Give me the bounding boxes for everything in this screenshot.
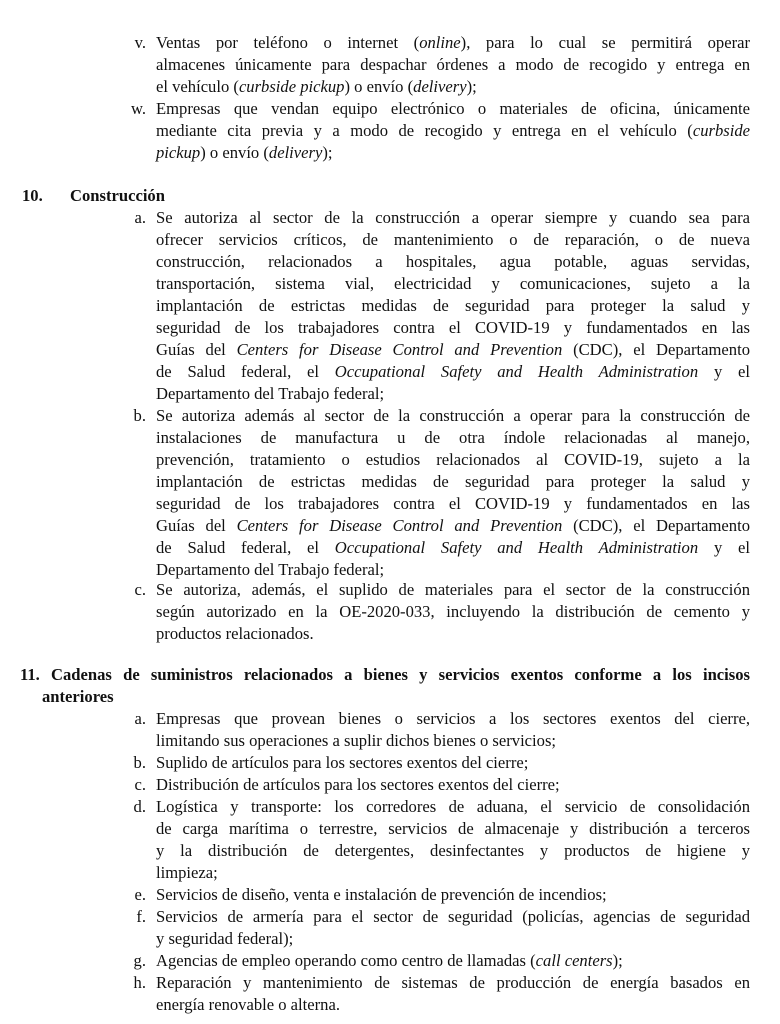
text-line: productos relacionados. [156, 624, 314, 643]
text-line: implantación de estrictas medidas de seguridad para proteger la salud y [156, 472, 750, 491]
italic-term: Occupational Safety and Health Administration [334, 362, 699, 381]
text-line: limpieza; [156, 863, 218, 882]
text-line: de carga marítima o terrestre, servicios de almacenaje y distribución a terceros [156, 819, 750, 838]
text-line: de Salud federal, el Occupational Safety and Health Administration y el [156, 362, 751, 381]
text-line: Servicios de armería para el sector de seguridad (policías, agencias de seguridad [156, 907, 750, 926]
text-line: y la distribución de detergentes, desinfectantes y productos de higiene y [156, 841, 750, 860]
italic-term: delivery [413, 77, 467, 96]
text-line: almacenes únicamente para despachar órdenes a modo de recogido y entrega en [156, 55, 750, 74]
text-line: energía renovable o alterna. [156, 995, 340, 1014]
item-marker: c. [134, 580, 146, 599]
item-text [156, 972, 750, 1016]
item-text [156, 207, 750, 405]
section-11-title-line: 11. Cadenas de suministros relacionados a bienes y servicios exentos conforme a los incisos [20, 665, 750, 684]
item-marker: b. [133, 406, 146, 425]
italic-term: Centers for Disease Control and Prevention [236, 516, 563, 535]
text-line: el vehículo (curbside pickup) o envío (delivery); [156, 77, 477, 96]
item-marker: v. [134, 33, 146, 52]
item-marker: e. [134, 885, 146, 904]
italic-term: online [419, 33, 461, 52]
text-line: Agencias de empleo operando como centro de llamadas (call centers); [156, 951, 623, 970]
section-10-title: Construcción [70, 186, 165, 205]
text-line: de Salud federal, el Occupational Safety and Health Administration y el [156, 538, 751, 557]
item-marker: c. [134, 775, 146, 794]
text-line: implantación de estrictas medidas de seguridad para proteger la salud y [156, 296, 750, 315]
item-marker: b. [133, 753, 146, 772]
text-line: limitando sus operaciones a suplir dichos bienes o servicios; [156, 731, 557, 750]
section-10-number: 10. [22, 186, 43, 205]
item-marker: f. [136, 907, 146, 926]
text-line: Guías del Centers for Disease Control and Prevention (CDC), el Departamento [156, 516, 750, 535]
item-marker: h. [133, 973, 146, 992]
item-text [156, 32, 750, 98]
section-11-title-line: anteriores [42, 687, 114, 706]
text-line: prevención, tratamiento o estudios relacionados al COVID-19, sujeto a la [156, 450, 750, 469]
italic-term: Centers for Disease Control and Prevention [236, 340, 563, 359]
text-line: ofrecer servicios críticos, de mantenimiento o de reparación, o de nueva [156, 230, 750, 249]
text-line: instalaciones de manufactura u de otra índole relacionadas al manejo, [156, 428, 750, 447]
italic-term: delivery [268, 143, 323, 162]
item-text [156, 906, 750, 950]
text-line: construcción, relacionados a hospitales, agua potable, aguas servidas, [156, 252, 750, 271]
item-marker: a. [134, 709, 146, 728]
text-line: Guías del Centers for Disease Control and Prevention (CDC), el Departamento [156, 340, 750, 359]
text-line: seguridad de los trabajadores contra el COVID-19 y fundamentados en las [156, 318, 750, 337]
text-line: Se autoriza, además, el suplido de materiales para el sector de la construcción [156, 580, 750, 599]
text-line: Empresas que vendan equipo electrónico o materiales de oficina, únicamente [156, 99, 750, 118]
text-line: Ventas por teléfono o internet (online), para lo cual se permitirá operar [156, 33, 750, 52]
text-line: Empresas que provean bienes o servicios a los sectores exentos del cierre, [156, 709, 750, 728]
item-marker: g. [133, 951, 146, 970]
item-text [156, 796, 750, 884]
item-text [156, 708, 750, 752]
text-line: Logística y transporte: los corredores de aduana, el servicio de consolidación [156, 797, 750, 816]
text-line: Departamento del Trabajo federal; [156, 384, 385, 403]
text-line: Distribución de artículos para los sectores exentos del cierre; [156, 775, 560, 794]
italic-term: call centers [535, 951, 613, 970]
item-text [156, 405, 750, 581]
item-text [156, 579, 750, 645]
text-line: Suplido de artículos para los sectores exentos del cierre; [156, 753, 529, 772]
italic-term: curbside pickup [238, 77, 345, 96]
text-line: Servicios de diseño, venta e instalación de prevención de incendios; [156, 885, 607, 904]
item-marker: w. [130, 99, 146, 118]
text-line: transportación, sistema vial, electricidad y comunicaciones, sujeto a la [156, 274, 750, 293]
italic-term: curbside [692, 121, 750, 140]
text-line: Se autoriza además al sector de la construcción a operar para la construcción de [156, 406, 750, 425]
text-line: según autorizado en la OE-2020-033, incluyendo la distribución de cemento y [156, 602, 750, 621]
text-line: Departamento del Trabajo federal; [156, 560, 385, 579]
text-line: pickup) o envío (delivery); [156, 143, 333, 162]
text-line: Se autoriza al sector de la construcción a operar siempre y cuando sea para [156, 208, 750, 227]
item-text [156, 98, 750, 164]
item-marker: a. [134, 208, 146, 227]
italic-term: Occupational Safety and Health Administration [334, 538, 699, 557]
item-text [156, 884, 750, 906]
item-text [156, 774, 750, 796]
italic-term: pickup [156, 143, 201, 162]
text-line: Reparación y mantenimiento de sistemas de producción de energía basados en [156, 973, 750, 992]
text-line: mediante cita previa y a modo de recogido y entrega en el vehículo (curbside [156, 121, 750, 140]
item-text [156, 752, 750, 774]
item-marker: d. [133, 797, 146, 816]
item-text [156, 950, 750, 972]
section-11-title [20, 664, 750, 708]
text-line: y seguridad federal); [156, 929, 294, 948]
text-line: seguridad de los trabajadores contra el COVID-19 y fundamentados en las [156, 494, 750, 513]
